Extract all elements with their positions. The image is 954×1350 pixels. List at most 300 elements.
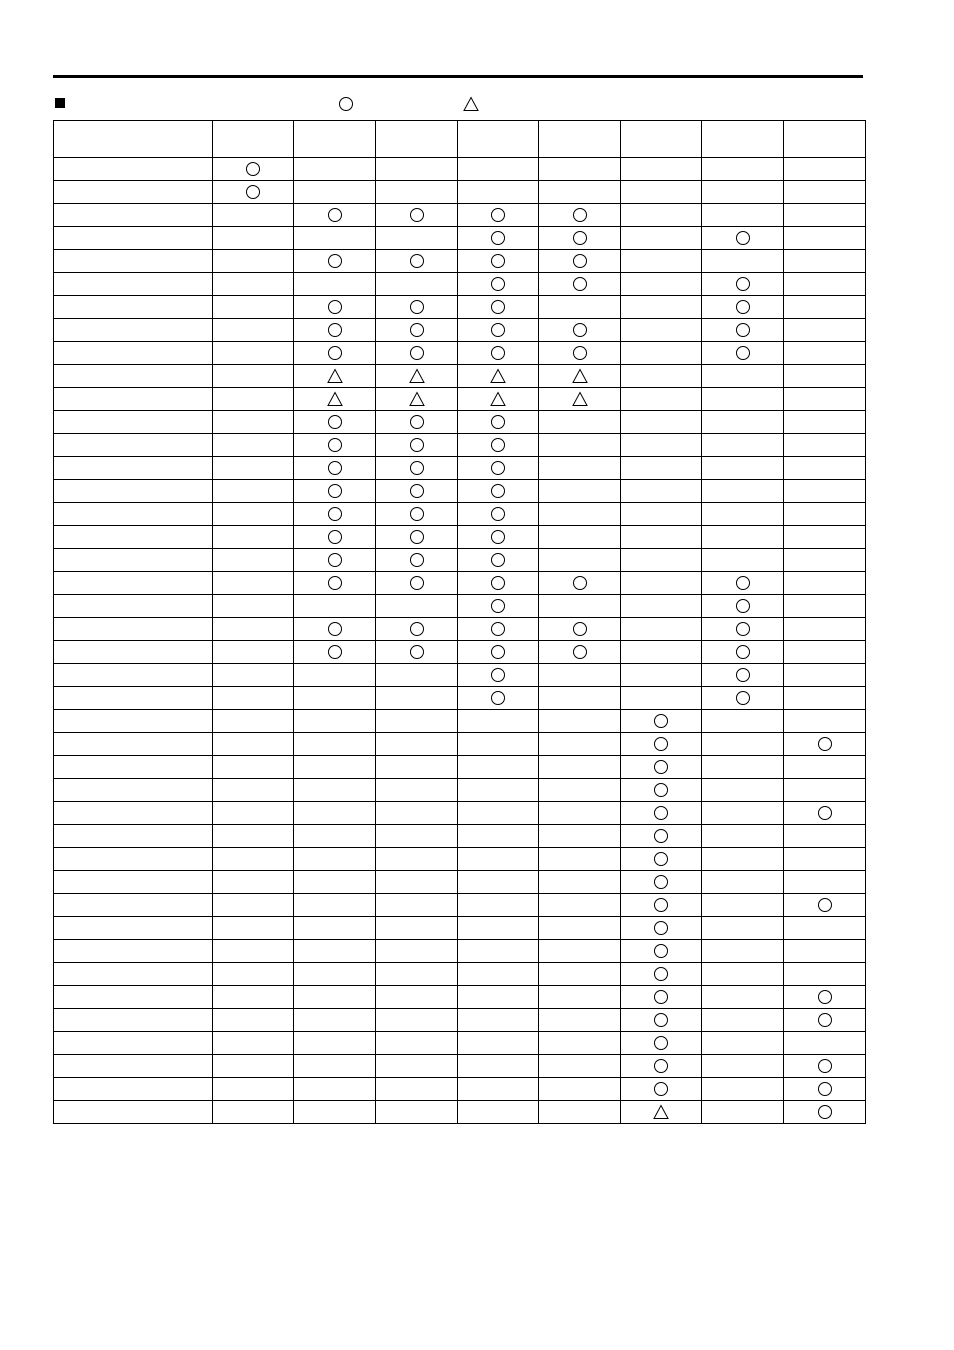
- row-label: [54, 250, 213, 273]
- table-cell: [539, 480, 621, 503]
- table-cell: [784, 365, 866, 388]
- table-cell: [539, 158, 621, 181]
- table-cell: [784, 963, 866, 986]
- row-label: [54, 756, 213, 779]
- table-cell: [539, 917, 621, 940]
- circle-mark-icon: [327, 253, 343, 269]
- table-row: [54, 434, 866, 457]
- table-cell: [213, 894, 294, 917]
- circle-mark-icon: [490, 253, 506, 269]
- table-cell: [539, 411, 621, 434]
- table-cell: [539, 641, 621, 664]
- table-cell: [294, 365, 376, 388]
- table-cell: [213, 549, 294, 572]
- table-cell: [458, 940, 539, 963]
- table-cell: [539, 1055, 621, 1078]
- table-cell: [376, 940, 458, 963]
- row-label: [54, 710, 213, 733]
- table-cell: [458, 848, 539, 871]
- table-cell: [702, 687, 784, 710]
- circle-mark-icon: [817, 989, 833, 1005]
- table-cell: [702, 480, 784, 503]
- row-label: [54, 572, 213, 595]
- table-cell: [784, 595, 866, 618]
- table-cell: [213, 411, 294, 434]
- table-cell: [539, 572, 621, 595]
- circle-mark-icon: [490, 299, 506, 315]
- table-cell: [621, 894, 702, 917]
- table-cell: [376, 204, 458, 227]
- table-cell: [294, 756, 376, 779]
- table-cell: [784, 986, 866, 1009]
- table-cell: [784, 848, 866, 871]
- table-cell: [539, 365, 621, 388]
- table-cell: [784, 250, 866, 273]
- table-cell: [702, 411, 784, 434]
- table-cell: [621, 296, 702, 319]
- table-cell: [294, 871, 376, 894]
- square-bullet-icon: [55, 98, 65, 108]
- table-cell: [376, 319, 458, 342]
- table-cell: [702, 848, 784, 871]
- table-cell: [458, 273, 539, 296]
- table-cell: [376, 664, 458, 687]
- table-row: [54, 733, 866, 756]
- table-cell: [213, 1101, 294, 1124]
- table-row: [54, 365, 866, 388]
- compatibility-table: [53, 120, 866, 1124]
- table-cell: [458, 1078, 539, 1101]
- table-row: [54, 227, 866, 250]
- table-cell: [458, 756, 539, 779]
- table-row: [54, 848, 866, 871]
- triangle-mark-icon: [409, 368, 425, 384]
- triangle-mark-icon: [327, 391, 343, 407]
- table-cell: [294, 687, 376, 710]
- table-cell: [213, 250, 294, 273]
- table-cell: [213, 595, 294, 618]
- table-cell: [213, 687, 294, 710]
- table-cell: [702, 434, 784, 457]
- table-cell: [784, 733, 866, 756]
- table-row: [54, 986, 866, 1009]
- table-cell: [784, 480, 866, 503]
- table-cell: [294, 1078, 376, 1101]
- circle-mark-icon: [572, 575, 588, 591]
- circle-mark-icon: [490, 621, 506, 637]
- circle-mark-icon: [572, 253, 588, 269]
- row-label: [54, 227, 213, 250]
- table-cell: [784, 296, 866, 319]
- table-cell: [213, 273, 294, 296]
- circle-mark-icon: [653, 920, 669, 936]
- table-row: [54, 779, 866, 802]
- table-cell: [621, 917, 702, 940]
- table-row: [54, 273, 866, 296]
- column-header: [294, 121, 376, 158]
- table-cell: [784, 388, 866, 411]
- table-cell: [294, 434, 376, 457]
- table-cell: [213, 457, 294, 480]
- table-cell: [702, 273, 784, 296]
- table-cell: [539, 848, 621, 871]
- row-label: [54, 158, 213, 181]
- row-label: [54, 411, 213, 434]
- row-label: [54, 526, 213, 549]
- table-cell: [621, 388, 702, 411]
- table-cell: [294, 319, 376, 342]
- circle-mark-icon: [409, 414, 425, 430]
- table-cell: [294, 273, 376, 296]
- table-row: [54, 549, 866, 572]
- table-cell: [213, 480, 294, 503]
- table-cell: [784, 319, 866, 342]
- table-cell: [458, 664, 539, 687]
- circle-mark-icon: [735, 690, 751, 706]
- circle-mark-icon: [572, 207, 588, 223]
- table-cell: [376, 618, 458, 641]
- circle-mark-icon: [490, 230, 506, 246]
- table-cell: [213, 641, 294, 664]
- table-cell: [702, 894, 784, 917]
- table-cell: [294, 1055, 376, 1078]
- table-cell: [784, 618, 866, 641]
- table-cell: [621, 756, 702, 779]
- table-cell: [376, 779, 458, 802]
- table-cell: [458, 388, 539, 411]
- table-cell: [621, 204, 702, 227]
- table-cell: [784, 1055, 866, 1078]
- row-label: [54, 595, 213, 618]
- table-cell: [458, 158, 539, 181]
- table-row: [54, 940, 866, 963]
- row-label: [54, 503, 213, 526]
- table-cell: [213, 664, 294, 687]
- table-cell: [458, 871, 539, 894]
- table-cell: [458, 825, 539, 848]
- table-cell: [294, 457, 376, 480]
- row-label: [54, 204, 213, 227]
- circle-mark-icon: [490, 414, 506, 430]
- table-row: [54, 503, 866, 526]
- table-cell: [621, 1078, 702, 1101]
- table-row: [54, 756, 866, 779]
- table-cell: [294, 388, 376, 411]
- table-cell: [702, 1055, 784, 1078]
- circle-mark-icon: [409, 460, 425, 476]
- table-cell: [702, 1032, 784, 1055]
- circle-mark-icon: [409, 253, 425, 269]
- table-cell: [702, 664, 784, 687]
- table-cell: [539, 503, 621, 526]
- column-header: [702, 121, 784, 158]
- row-label: [54, 342, 213, 365]
- table-cell: [539, 250, 621, 273]
- circle-mark-icon: [653, 759, 669, 775]
- table-cell: [458, 503, 539, 526]
- table-cell: [702, 871, 784, 894]
- table-cell: [784, 710, 866, 733]
- circle-mark-icon: [409, 345, 425, 361]
- table-cell: [376, 158, 458, 181]
- row-label: [54, 388, 213, 411]
- circle-mark-icon: [653, 828, 669, 844]
- table-cell: [784, 158, 866, 181]
- row-label: [54, 779, 213, 802]
- table-cell: [458, 917, 539, 940]
- table-row: [54, 342, 866, 365]
- circle-mark-icon: [327, 322, 343, 338]
- table-cell: [458, 181, 539, 204]
- circle-mark-icon: [653, 966, 669, 982]
- table-cell: [621, 549, 702, 572]
- table-row: [54, 204, 866, 227]
- table-cell: [213, 963, 294, 986]
- table-cell: [458, 365, 539, 388]
- circle-mark-icon: [409, 575, 425, 591]
- table-cell: [458, 963, 539, 986]
- table-cell: [294, 572, 376, 595]
- table-cell: [702, 1101, 784, 1124]
- table-cell: [458, 411, 539, 434]
- table-cell: [702, 963, 784, 986]
- table-cell: [458, 733, 539, 756]
- table-cell: [376, 342, 458, 365]
- table-cell: [621, 319, 702, 342]
- table-cell: [458, 572, 539, 595]
- table-cell: [376, 480, 458, 503]
- table-cell: [376, 733, 458, 756]
- circle-mark-icon: [735, 667, 751, 683]
- circle-mark-icon: [735, 322, 751, 338]
- circle-mark-icon: [653, 897, 669, 913]
- table-cell: [702, 227, 784, 250]
- table-cell: [784, 940, 866, 963]
- table-cell: [376, 388, 458, 411]
- table-cell: [784, 802, 866, 825]
- circle-mark-icon: [735, 644, 751, 660]
- circle-legend-icon: [338, 96, 354, 117]
- triangle-mark-icon: [490, 368, 506, 384]
- table-cell: [702, 756, 784, 779]
- circle-mark-icon: [490, 598, 506, 614]
- table-row: [54, 664, 866, 687]
- table-cell: [458, 641, 539, 664]
- circle-mark-icon: [327, 460, 343, 476]
- table-row: [54, 572, 866, 595]
- table-cell: [621, 503, 702, 526]
- table-cell: [376, 1009, 458, 1032]
- table-cell: [213, 204, 294, 227]
- table-row: [54, 687, 866, 710]
- circle-mark-icon: [327, 552, 343, 568]
- table-cell: [213, 296, 294, 319]
- circle-mark-icon: [817, 1104, 833, 1120]
- table-cell: [539, 181, 621, 204]
- triangle-mark-icon: [653, 1104, 669, 1120]
- circle-mark-icon: [490, 644, 506, 660]
- table-cell: [376, 1032, 458, 1055]
- table-cell: [539, 1032, 621, 1055]
- circle-mark-icon: [735, 345, 751, 361]
- circle-mark-icon: [490, 322, 506, 338]
- table-cell: [458, 434, 539, 457]
- circle-mark-icon: [327, 483, 343, 499]
- table-row: [54, 802, 866, 825]
- row-label: [54, 641, 213, 664]
- table-cell: [458, 1032, 539, 1055]
- circle-mark-icon: [653, 713, 669, 729]
- table-cell: [213, 802, 294, 825]
- table-cell: [294, 250, 376, 273]
- row-label: [54, 1032, 213, 1055]
- table-cell: [539, 825, 621, 848]
- circle-mark-icon: [490, 483, 506, 499]
- table-cell: [702, 549, 784, 572]
- table-cell: [213, 848, 294, 871]
- table-cell: [376, 1101, 458, 1124]
- table-cell: [702, 365, 784, 388]
- table-cell: [376, 434, 458, 457]
- table-cell: [294, 411, 376, 434]
- table-cell: [539, 1009, 621, 1032]
- circle-mark-icon: [572, 345, 588, 361]
- table-cell: [784, 664, 866, 687]
- table-cell: [784, 779, 866, 802]
- table-cell: [702, 158, 784, 181]
- circle-mark-icon: [490, 552, 506, 568]
- circle-mark-icon: [490, 529, 506, 545]
- circle-mark-icon: [327, 621, 343, 637]
- row-label: [54, 457, 213, 480]
- table-cell: [458, 549, 539, 572]
- table-cell: [294, 227, 376, 250]
- table-cell: [621, 526, 702, 549]
- circle-mark-icon: [490, 575, 506, 591]
- table-cell: [539, 687, 621, 710]
- table-cell: [294, 917, 376, 940]
- table-cell: [539, 963, 621, 986]
- table-cell: [539, 549, 621, 572]
- table-cell: [784, 641, 866, 664]
- circle-mark-icon: [653, 989, 669, 1005]
- table-cell: [784, 181, 866, 204]
- table-cell: [213, 1009, 294, 1032]
- table-cell: [213, 1032, 294, 1055]
- table-cell: [621, 1032, 702, 1055]
- table-cell: [294, 664, 376, 687]
- table-cell: [702, 779, 784, 802]
- row-label: [54, 1009, 213, 1032]
- row-label: [54, 871, 213, 894]
- table-cell: [621, 434, 702, 457]
- table-row: [54, 1078, 866, 1101]
- triangle-legend-icon: [463, 96, 479, 117]
- table-cell: [702, 296, 784, 319]
- table-cell: [213, 227, 294, 250]
- circle-mark-icon: [409, 207, 425, 223]
- circle-mark-icon: [653, 1035, 669, 1051]
- table-cell: [376, 526, 458, 549]
- row-label: [54, 181, 213, 204]
- circle-mark-icon: [409, 483, 425, 499]
- table-cell: [458, 1055, 539, 1078]
- table-cell: [621, 227, 702, 250]
- table-cell: [539, 618, 621, 641]
- table-cell: [213, 618, 294, 641]
- table-cell: [458, 779, 539, 802]
- circle-mark-icon: [817, 736, 833, 752]
- row-label: [54, 917, 213, 940]
- table-row: [54, 963, 866, 986]
- table-cell: [539, 710, 621, 733]
- table-cell: [702, 825, 784, 848]
- table-cell: [294, 618, 376, 641]
- table-cell: [213, 1078, 294, 1101]
- table-cell: [213, 342, 294, 365]
- row-label: [54, 273, 213, 296]
- table-cell: [621, 181, 702, 204]
- circle-mark-icon: [653, 782, 669, 798]
- circle-mark-icon: [572, 644, 588, 660]
- table-cell: [621, 1055, 702, 1078]
- table-cell: [784, 549, 866, 572]
- table-cell: [621, 572, 702, 595]
- row-label: [54, 434, 213, 457]
- column-header: [54, 121, 213, 158]
- table-cell: [376, 595, 458, 618]
- circle-mark-icon: [572, 322, 588, 338]
- table-cell: [376, 1055, 458, 1078]
- table-cell: [458, 802, 539, 825]
- table-cell: [702, 618, 784, 641]
- table-cell: [621, 1101, 702, 1124]
- table-cell: [621, 1009, 702, 1032]
- table-cell: [702, 940, 784, 963]
- circle-mark-icon: [735, 230, 751, 246]
- circle-mark-icon: [735, 575, 751, 591]
- table-cell: [458, 595, 539, 618]
- table-cell: [621, 158, 702, 181]
- table-cell: [458, 687, 539, 710]
- table-row: [54, 1032, 866, 1055]
- table-cell: [784, 756, 866, 779]
- table-cell: [376, 457, 458, 480]
- table-cell: [539, 733, 621, 756]
- column-header: [213, 121, 294, 158]
- table-cell: [376, 273, 458, 296]
- table-cell: [294, 296, 376, 319]
- table-cell: [784, 457, 866, 480]
- table-row: [54, 917, 866, 940]
- table-cell: [376, 572, 458, 595]
- table-cell: [294, 825, 376, 848]
- table-cell: [539, 940, 621, 963]
- table-cell: [376, 181, 458, 204]
- table-row: [54, 250, 866, 273]
- table-cell: [213, 986, 294, 1009]
- table-cell: [539, 388, 621, 411]
- table-cell: [213, 572, 294, 595]
- table-cell: [539, 1078, 621, 1101]
- table-row: [54, 158, 866, 181]
- row-label: [54, 963, 213, 986]
- table-cell: [539, 526, 621, 549]
- row-label: [54, 365, 213, 388]
- circle-mark-icon: [817, 1081, 833, 1097]
- table-cell: [213, 181, 294, 204]
- table-cell: [458, 342, 539, 365]
